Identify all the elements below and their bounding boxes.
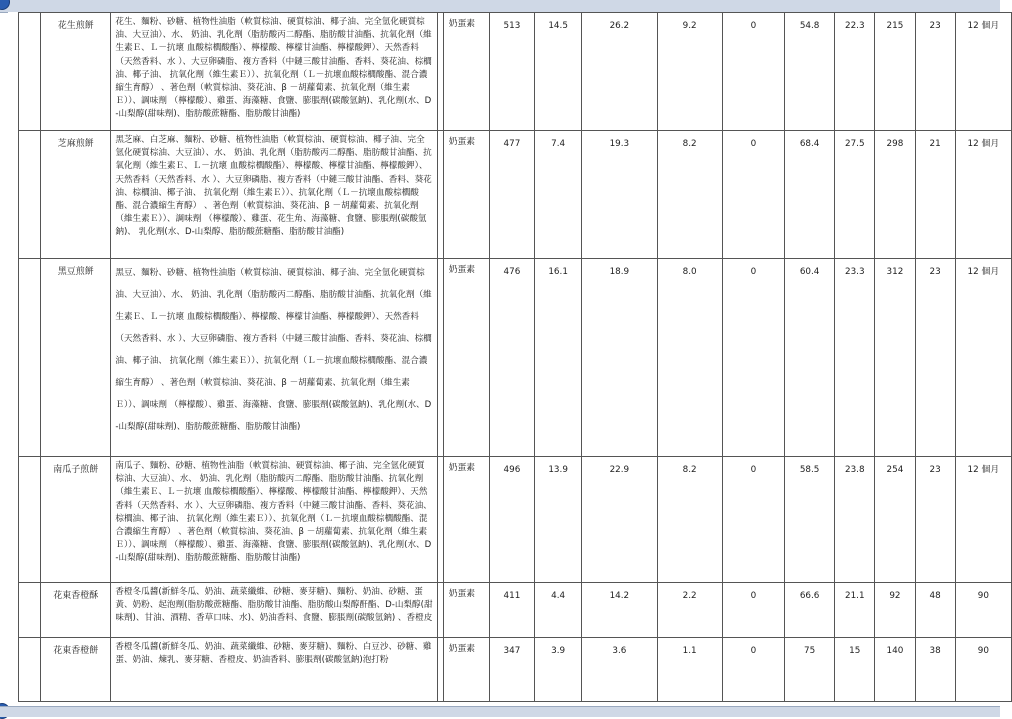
shelf-life-cell: 90	[955, 638, 1011, 702]
saturated-fat-cell: 8.0	[657, 259, 722, 457]
saturated-fat-cell: 9.2	[657, 13, 722, 131]
ingredients-cell: 花生、麵粉、砂糖、植物性油脂（軟質棕油、硬質棕油、椰子油、完全氫化硬質棕油、大豆油）、水、 奶油、乳化劑（脂肪酸丙二醇酯、脂肪酸甘油酯、抗氧化劑（維生素Ｅ、Ｌ－抗壞 血酸棕櫚酸酯）、檸檬酸、檸檬甘油酯、檸檬酸鉀）、天然香料（天然香料、水 ）、大豆卵磷脂、複方香料（中鏈三酸甘油酯、香料、葵花油、棕櫚油、椰子油、 抗氧化劑（維生素Ｅ））、抗氧化劑（Ｌ－抗壞血酸棕櫚酸酯、混合濃縮生育醇） 、著色劑（軟質棕油、葵花油、β －胡蘿蔔素、抗氧化劑（維生素Ｅ））、調味劑 （檸檬酸）、雞蛋、海藻糖、食鹽、膨脹劑(碳酸氫鈉)、乳化劑(水、D-山梨醇(甜味劑)、脂肪酸蔗糖酯、脂肪酸甘油酯)	[111, 13, 437, 131]
protein-cell: 4.4	[535, 583, 582, 638]
sugar-cell: 21.1	[835, 583, 875, 638]
weight-cell: 23	[915, 457, 955, 583]
sugar-cell: 15	[835, 638, 875, 702]
sugar-cell: 22.3	[835, 13, 875, 131]
ingredients-cell: 黑芝麻、白芝麻、麵粉、砂糖、植物性油脂（軟質棕油、硬質棕油、椰子油、完全氫化硬質棕油、大豆油）、水、 奶油、乳化劑（脂肪酸丙二醇酯、脂肪酸甘油酯、抗氧化劑（維生素Ｅ、Ｌ－抗壞 血酸棕櫚酸酯）、檸檬酸、檸檬甘油酯、檸檬酸鉀）、天然香料（天然香料、水 ）、大豆卵磷脂、複方香料（中鏈三酸甘油酯、香料、葵花油、棕櫚油、椰子油、 抗氧化劑（維生素Ｅ））、抗氧化劑（Ｌ－抗壞血酸棕櫚酸酯、混合濃縮生育醇） 、著色劑（軟質棕油、葵花油、β －胡蘿蔔素、抗氧化劑（維生素Ｅ））、調味劑 （檸檬酸）、雞蛋、花生角、海藻糖、食鹽、膨脹劑(碳酸氫鈉)、 乳化劑(水、D-山梨醇、脂肪酸蔗糖酯、脂肪酸甘油酯)	[111, 131, 437, 259]
product-name-cell: 花東香橙餅	[41, 638, 111, 702]
sodium-cell: 312	[875, 259, 915, 457]
fat-cell: 3.6	[582, 638, 657, 702]
trans-fat-cell: 0	[722, 638, 784, 702]
saturated-fat-cell: 8.2	[657, 131, 722, 259]
weight-cell: 21	[915, 131, 955, 259]
calories-cell: 476	[489, 259, 534, 457]
diet-type-cell: 奶蛋素	[443, 583, 489, 638]
document-page	[8, 12, 1000, 705]
sugar-cell: 27.5	[835, 131, 875, 259]
trans-fat-cell: 0	[722, 583, 784, 638]
fat-cell: 14.2	[582, 583, 657, 638]
shelf-life-cell: 90	[955, 583, 1011, 638]
fat-cell: 26.2	[582, 13, 657, 131]
weight-cell: 38	[915, 638, 955, 702]
product-name-cell: 花東香橙酥	[41, 583, 111, 638]
sodium-cell: 215	[875, 13, 915, 131]
row-leading-cell	[19, 457, 41, 583]
calories-cell: 513	[489, 13, 534, 131]
diet-type-cell: 奶蛋素	[443, 457, 489, 583]
calories-cell: 411	[489, 583, 534, 638]
trans-fat-cell: 0	[722, 457, 784, 583]
protein-cell: 14.5	[535, 13, 582, 131]
product-name-cell: 南瓜子煎餅	[41, 457, 111, 583]
table-row	[19, 638, 1012, 702]
carbohydrate-cell: 66.6	[785, 583, 835, 638]
protein-cell: 16.1	[535, 259, 582, 457]
ingredients-cell: 黑豆、麵粉、砂糖、植物性油脂（軟質棕油、硬質棕油、椰子油、完全氫化硬質棕油、大豆油）、水、 奶油、乳化劑（脂肪酸丙二醇酯、脂肪酸甘油酯、抗氧化劑（維生素Ｅ、Ｌ－抗壞 血酸棕櫚酸酯）、檸檬酸、檸檬甘油酯、檸檬酸鉀）、天然香料（天然香料、水 ）、大豆卵磷脂、複方香料（中鏈三酸甘油酯、香料、葵花油、棕櫚油、椰子油、 抗氧化劑（維生素Ｅ））、抗氧化劑（Ｌ－抗壞血酸棕櫚酸酯、混合濃縮生育醇） 、著色劑（軟質棕油、葵花油、β －胡蘿蔔素、抗氧化劑（維生素Ｅ））、調味劑 （檸檬酸）、雞蛋、海藻糖、食鹽、膨脹劑(碳酸氫鈉)、乳化劑(水、D-山梨醇(甜味劑)、脂肪酸蔗糖酯、脂肪酸甘油酯)	[111, 259, 437, 457]
row-leading-cell	[19, 638, 41, 702]
protein-cell: 3.9	[535, 638, 582, 702]
table-row	[19, 13, 1012, 131]
shelf-life-cell: 12 個月	[955, 131, 1011, 259]
diet-type-cell: 奶蛋素	[443, 638, 489, 702]
fat-cell: 19.3	[582, 131, 657, 259]
saturated-fat-cell: 1.1	[657, 638, 722, 702]
calories-cell: 477	[489, 131, 534, 259]
product-name-cell: 芝麻煎餅	[41, 131, 111, 259]
carbohydrate-cell: 60.4	[785, 259, 835, 457]
diet-type-cell: 奶蛋素	[443, 259, 489, 457]
sodium-cell: 298	[875, 131, 915, 259]
trans-fat-cell: 0	[722, 259, 784, 457]
ingredients-cell: 香橙冬瓜醬(新鮮冬瓜、奶油、蔬菜纖維、砂糖、麥芽糖)、麵粉、白豆沙、砂糖、雞蛋、奶油、煉乳、麥芽糖、香橙皮、奶油香料、膨脹劑(碳酸氫鈉)泡打粉	[111, 638, 437, 702]
ingredients-cell: 南瓜子、麵粉、砂糖、植物性油脂（軟質棕油、硬質棕油、椰子油、完全氫化硬質棕油、大豆油）、水、 奶油、乳化劑（脂肪酸丙二醇酯、脂肪酸甘油酯、抗氧化劑（維生素Ｅ、Ｌ－抗壞 血酸棕櫚酸酯）、檸檬酸、檸檬酸甘油酯、檸檬酸鉀）、天然香料（天然香料、水 ）、大豆卵磷脂、複方香料（中鏈三酸甘油酯、香料、葵花油、棕櫚油、椰子油、 抗氧化劑（維生素Ｅ））、抗氧化劑（Ｌ－抗壞血酸棕櫚酸酯、混合濃縮生育醇） 、著色劑（軟質棕油、葵花油、β －胡蘿蔔素、抗氧化劑（維生素Ｅ））、調味劑 （檸檬酸）、雞蛋、海藻糖、食鹽、膨脹劑(碳酸氫鈉)、乳化劑(水、D-山梨醇(甜味劑)、脂肪酸蔗糖酯、脂肪酸甘油酯)	[111, 457, 437, 583]
trans-fat-cell: 0	[722, 13, 784, 131]
ingredients-cell: 香橙冬瓜醬(新鮮冬瓜、奶油、蔬菜纖維、砂糖、麥芽糖)、麵粉、奶油、砂糖、蛋黃、奶粉、起泡劑(脂肪酸蔗糖酯、脂肪酸甘油酯、脂肪酸山梨醇酐酯、D-山梨醇(甜味劑)、甘油、酒精、香草口味、水)、奶油香料、食鹽、膨脹劑(碳酸氫鈉) 、香橙皮	[111, 583, 437, 638]
saturated-fat-cell: 2.2	[657, 583, 722, 638]
product-name-cell: 花生煎餅	[41, 13, 111, 131]
sugar-cell: 23.8	[835, 457, 875, 583]
diet-type-cell: 奶蛋素	[443, 13, 489, 131]
row-leading-cell	[19, 259, 41, 457]
shelf-life-cell: 12 個月	[955, 13, 1011, 131]
table-row	[19, 259, 1012, 457]
calories-cell: 347	[489, 638, 534, 702]
weight-cell: 23	[915, 259, 955, 457]
sodium-cell: 92	[875, 583, 915, 638]
table-row	[19, 131, 1012, 259]
table-row	[19, 457, 1012, 583]
sodium-cell: 254	[875, 457, 915, 583]
fat-cell: 18.9	[582, 259, 657, 457]
product-name-cell: 黑豆煎餅	[41, 259, 111, 457]
sodium-cell: 140	[875, 638, 915, 702]
carbohydrate-cell: 58.5	[785, 457, 835, 583]
carbohydrate-cell: 54.8	[785, 13, 835, 131]
row-leading-cell	[19, 583, 41, 638]
protein-cell: 13.9	[535, 457, 582, 583]
carbohydrate-cell: 68.4	[785, 131, 835, 259]
row-leading-cell	[19, 13, 41, 131]
product-table	[18, 12, 1012, 702]
diet-type-cell: 奶蛋素	[443, 131, 489, 259]
table-row	[19, 583, 1012, 638]
saturated-fat-cell: 8.2	[657, 457, 722, 583]
protein-cell: 7.4	[535, 131, 582, 259]
trans-fat-cell: 0	[722, 131, 784, 259]
shelf-life-cell: 12 個月	[955, 457, 1011, 583]
carbohydrate-cell: 75	[785, 638, 835, 702]
sugar-cell: 23.3	[835, 259, 875, 457]
window-bottom-bar	[0, 706, 1000, 717]
weight-cell: 48	[915, 583, 955, 638]
row-leading-cell	[19, 131, 41, 259]
weight-cell: 23	[915, 13, 955, 131]
calories-cell: 496	[489, 457, 534, 583]
fat-cell: 22.9	[582, 457, 657, 583]
shelf-life-cell: 12 個月	[955, 259, 1011, 457]
